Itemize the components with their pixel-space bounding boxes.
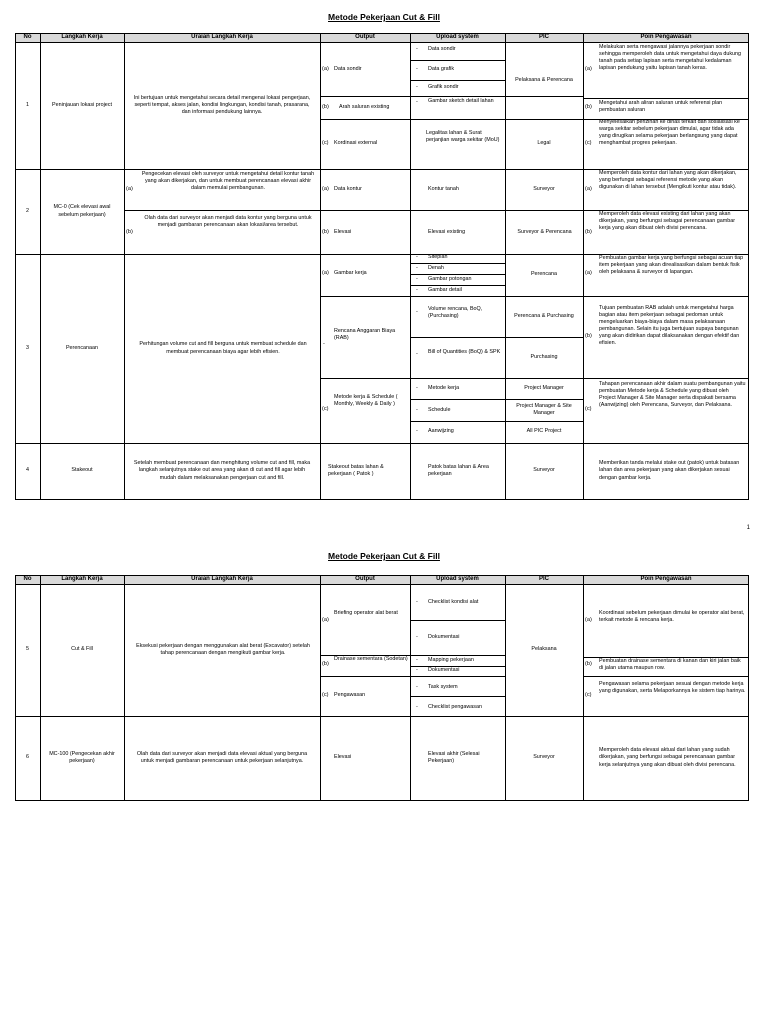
row2-no: 2 xyxy=(26,207,29,214)
row2-upload-b: Elevasi existing xyxy=(428,229,466,235)
row1-output-b-label: (b) xyxy=(322,104,329,110)
row1-poin-c-label: (c) xyxy=(585,140,592,146)
row1-output-a-label: (a) xyxy=(322,66,329,72)
row4-desc: Setelah membuat perencanaan dan menghitung volume cut and fill, maka langkah selanjutnya stake out area yang akan di cut and fill agar lebih mudah dalam melaksanakan pengerjaan cut and fill. xyxy=(133,460,311,481)
row1-upload-b: Gambar sketch detail lahan xyxy=(428,98,494,104)
row3-desc: Perhitungan volume cut and fill berguna untuk membuat schedule dan membuat perencanaan biaya agar lebih efisien. xyxy=(139,341,307,355)
grid-line xyxy=(410,60,505,61)
bullet-dash: - xyxy=(416,66,418,72)
grid-line xyxy=(15,42,749,43)
row2-pic-a: Surveyor xyxy=(533,186,555,192)
row2-pic-b: Surveyor & Perencana xyxy=(517,229,572,235)
row3-output-b: Rencana Anggaran Biaya (RAB) xyxy=(334,328,396,342)
row2-output-b: Elevasi xyxy=(334,229,352,235)
row1-upload-a2: Data grafik xyxy=(428,66,455,72)
bullet-dash: - xyxy=(416,99,418,105)
bullet-dash: - xyxy=(416,407,418,413)
row2-output-b-label: (b) xyxy=(322,229,329,235)
bullet-dash: - xyxy=(323,341,325,347)
row3-output-c: Metode kerja & Schedule ( Monthly, Weekly & Daily ) xyxy=(334,394,398,408)
row2-desc-a: Pengecekan elevasi oleh surveyor untuk mengetahui detail kontur tanah yang akan dikerjakan, dan untuk membuat perencanaan elevasi akhir dalam memulai pembangunan. xyxy=(141,171,315,192)
row3-poin-a: Pembuatan gambar kerja yang berfungsi sebagai acuan tiap item pekerjaan yang akan direalisasikan dalam bentuk fisik oleh pelaksana & surveyor di lapangan. xyxy=(599,255,744,276)
row5-output-c: Pengawasan xyxy=(334,692,366,698)
row5-poin-c: Pengawasan selama pekerjaan sesuai dengan metode kerja yang digunakan, serta Melaporkannya ke sistem tiap harinya. xyxy=(599,681,746,695)
page1-title: Metode Pekerjaan Cut & Fill xyxy=(328,12,440,22)
page2-table xyxy=(15,575,749,801)
header-upload: Upload system xyxy=(410,575,505,584)
bullet-dash: - xyxy=(416,254,418,260)
grid-line xyxy=(410,575,411,801)
row3-pic-c3: All PIC Project xyxy=(526,428,562,435)
row6-step: MC-100 (Pengecekan akhir pekerjaan) xyxy=(49,750,115,764)
row5-upload-a2: Dokumentasi xyxy=(428,634,460,640)
row3-no: 3 xyxy=(26,344,29,351)
row5-step: Cut & Fill xyxy=(71,646,93,653)
grid-line xyxy=(583,33,584,500)
row4-step: Stakeout xyxy=(71,467,93,474)
row5-upload-b1: Mapping pekerjaan xyxy=(428,657,474,663)
row5-upload-b2: Dokumentasi xyxy=(428,667,460,673)
bullet-dash: - xyxy=(416,684,418,690)
row2-upload-a: Kontur tanah xyxy=(428,186,459,192)
row2-poin-a-label: (a) xyxy=(585,186,592,192)
row2-output-a: Data kontur xyxy=(334,186,362,192)
grid-line xyxy=(124,33,125,500)
row1-poin-c: Menyelesaikan perizinan ke dinas terkait dan sosialisasi ke warga sekitar sebelum pekerjaan dimulai, agar tidak ada yang dirugikan selama pekerjaan berlangsung yang dapat menghambat progres pekerjaan. xyxy=(599,119,740,147)
grid-line xyxy=(410,80,505,81)
bullet-dash: - xyxy=(416,657,418,663)
row3-pic-c1: Project Manager xyxy=(524,384,564,391)
row5-upload-a1: Checklist kondisi alat xyxy=(428,599,479,605)
row3-pic-b2: Purchasing xyxy=(530,353,558,360)
row5-upload-c1: Task system xyxy=(428,684,458,690)
row1-no: 1 xyxy=(26,101,29,108)
row3-output-a-label: (a) xyxy=(322,270,329,276)
row4-upload: Patok batas lahan & Area pekerjaan xyxy=(428,463,489,477)
row3-poin-a-label: (a) xyxy=(585,270,592,276)
header-langkah: Langkah Kerja xyxy=(40,575,124,584)
row3-upload-c1: Metode kerja xyxy=(428,385,460,391)
bullet-dash: - xyxy=(416,287,418,293)
row2-desc-a-label: (a) xyxy=(126,186,133,192)
bullet-dash: - xyxy=(416,309,418,315)
header-no: No xyxy=(15,575,40,584)
header-poin: Poin Pengawasan xyxy=(583,33,749,42)
row5-output-a: Briefing operator alat berat xyxy=(334,610,398,616)
grid-line xyxy=(15,499,749,500)
row5-output-b-label: (b) xyxy=(322,661,329,667)
row5-poin-b-label: (b) xyxy=(585,661,592,667)
row3-upload-a4: Gambar detail xyxy=(428,287,462,293)
row2-output-a-label: (a) xyxy=(322,186,329,192)
grid-line xyxy=(124,575,125,801)
row5-output-b: Drainase sementara (Sodetan) xyxy=(334,656,408,662)
row3-output-c-label: (c) xyxy=(322,406,329,412)
row6-desc: Olah data dari surveyor akan menjadi data elevasi aktual yang berguna untuk menjadi gambaran perencanaan untuk pekerjaan selanjutnya. xyxy=(136,750,308,764)
header-uraian: Uraian Langkah Kerja xyxy=(124,575,320,584)
row5-poin-c-label: (c) xyxy=(585,692,592,698)
bullet-dash: - xyxy=(416,276,418,282)
row6-upload: Elevasi akhir (Selesai Pekerjaan) xyxy=(428,750,480,764)
row5-poin-a-label: (a) xyxy=(585,617,592,623)
grid-line xyxy=(748,33,749,500)
row4-poin: Memberikan tanda melalui stake out (patok) untuk batasan lahan dan area pekerjaan yang akan dikerjakan sesuai dengan gambar kerja. xyxy=(599,460,740,481)
row5-output-a-label: (a) xyxy=(322,617,329,623)
bullet-dash: - xyxy=(416,599,418,605)
bullet-dash: - xyxy=(416,84,418,90)
row6-poin: Memperoleh data elevasi aktual dari lahan yang sudah dikerjakan, yang berfungsi sebagai perencanaan gambar kerja selanjutnya yang akan dibuat oleh divisi perencana. xyxy=(599,747,736,768)
bullet-dash: - xyxy=(416,704,418,710)
row1-upload-a3: Grafik sondir xyxy=(428,84,459,90)
grid-line xyxy=(40,33,41,500)
row3-output-a: Gambar kerja xyxy=(334,270,367,276)
row4-no: 4 xyxy=(26,467,29,474)
row3-pic-c2: Project Manager & Site Manager xyxy=(516,402,572,416)
row2-step: MC-0 (Cek elevasi awal sebelum pekerjaan) xyxy=(53,204,111,218)
grid-line xyxy=(410,696,505,697)
row3-upload-c2: Schedule xyxy=(428,407,451,413)
grid-line xyxy=(320,33,321,500)
page1-table xyxy=(15,33,749,500)
grid-line xyxy=(583,98,749,99)
page-number: 1 xyxy=(746,525,750,531)
row6-output: Elevasi xyxy=(334,754,352,761)
row1-upload-a1: Data sondir xyxy=(428,46,456,52)
grid-line xyxy=(320,575,321,801)
row1-upload-c: Legalitas lahan & Surat perjanjian warga sekitar (MoU) xyxy=(426,130,500,144)
grid-line xyxy=(15,33,749,34)
grid-line xyxy=(505,33,506,500)
grid-line xyxy=(583,575,584,801)
grid-line xyxy=(410,33,411,500)
row3-pic-a: Perencana xyxy=(530,271,558,278)
header-pic: PIC xyxy=(505,33,583,42)
row1-poin-b-label: (b) xyxy=(585,104,592,110)
row3-pic-b1: Perencana & Purchasing xyxy=(514,312,574,319)
header-pic: PIC xyxy=(505,575,583,584)
row3-upload-b2: Bill of Quantities (BoQ) & SPK xyxy=(428,349,501,355)
row1-desc: Ini bertujuan untuk mengetahui secara detail mengenai lokasi pengerjaan, seperti tempat, akses jalan, kondisi lingkungan, kondisi tanah, prasarana, dan informasi pendukung lainnya. xyxy=(133,94,311,115)
grid-line xyxy=(410,620,505,621)
row1-step: Peninjauan lokasi project xyxy=(52,101,112,108)
row1-output-a: Data sondir xyxy=(334,66,362,72)
row1-poin-b: Mengetahui arah aliran saluran untuk referensi plan pembuatan saluran xyxy=(599,100,723,114)
row3-upload-a2: Denah xyxy=(428,265,444,271)
row5-poin-a: Koordinasi sebelum pekerjaan dimulai ke operator alat berat, terkait metode & rencana kerja. xyxy=(599,610,745,624)
bullet-dash: - xyxy=(416,634,418,640)
row3-upload-b1: Volume rencana, BoQ, (Purchasing) xyxy=(428,306,483,320)
row5-output-c-label: (c) xyxy=(322,692,329,698)
row2-poin-b: Memperoleh data elevasi existing dari lahan yang akan dikerjakan, yang berfungsi sebagai perencanaan gambar kerja yang akan dibuat oleh divisi perencana. xyxy=(599,211,736,232)
grid-line xyxy=(320,676,505,677)
header-langkah: Langkah Kerja xyxy=(40,33,124,42)
row2-desc-b-label: (b) xyxy=(126,229,133,235)
row5-pic: Pelaksana xyxy=(531,646,557,653)
row1-pic-ab: Pelaksana & Perencana xyxy=(515,76,573,83)
row2-poin-b-label: (b) xyxy=(585,229,592,235)
row5-upload-c2: Checklist pengawasan xyxy=(428,704,482,710)
row3-step: Perencanaan xyxy=(65,344,99,351)
row3-upload-a3: Gambar potongan xyxy=(428,276,472,282)
header-uraian: Uraian Langkah Kerja xyxy=(124,33,320,42)
header-output: Output xyxy=(320,33,410,42)
grid-line xyxy=(410,285,505,286)
row3-poin-b: Tujuan pembuatan RAB adalah untuk mengetahui harga bagian atau item pekerjaan sebagai pedoman untuk mengeluarkan biaya-biaya dalam masa pelaksanaan pembangunan. Selain itu juga bertujuan supaya bangunan yang akan didirikan dapat dilaksanakan dengan efektif dan efisien. xyxy=(599,305,740,347)
grid-line xyxy=(505,575,506,801)
header-poin: Poin Pengawasan xyxy=(583,575,749,584)
row2-desc-b: Olah data dari surveyor akan menjadi data kontur yang berguna untuk menjadi gambaran perencanaan akan lokasi/area tersebut. xyxy=(144,215,312,229)
row4-output: Stakeout batas lahan & pekerjaan ( Patok ) xyxy=(328,463,384,477)
row1-output-b: Arah saluran existing xyxy=(339,104,390,110)
row3-poin-c-label: (c) xyxy=(585,406,592,412)
row1-pic-c: Legal xyxy=(537,140,551,147)
row1-output-c: Kordinasi external xyxy=(334,140,378,146)
grid-line xyxy=(15,800,749,801)
grid-line xyxy=(15,575,749,576)
row1-poin-a-label: (a) xyxy=(585,66,592,72)
bullet-dash: - xyxy=(416,265,418,271)
row3-upload-c3: Aanwijzing xyxy=(428,428,454,434)
row3-poin-c: Tahapan perencanaan akhir dalam suatu pembangunan yaitu pembuatan Metode kerja & Schedule yang dibuat oleh Project Manager & Site Manager serta dispakati bersama (Aanwijzing) oleh Perencana, Surveyor, dan Pelaksana. xyxy=(599,381,746,409)
row6-no: 6 xyxy=(26,754,29,761)
row5-no: 5 xyxy=(26,646,29,653)
grid-line xyxy=(410,274,505,275)
grid-line xyxy=(748,575,749,801)
bullet-dash: - xyxy=(416,351,418,357)
row2-poin-a: Memperoleh data kontur dari lahan yang akan dikerjakan, yang berfungsi sebagai referensi metode yang akan digunakan di lahan tersebut (Mengikuti kontur atau tidak). xyxy=(599,170,737,191)
row3-poin-b-label: (b) xyxy=(585,333,592,339)
row1-poin-a: Melakukan serta mengawasi jalannya pekerjaan sondir sehingga memperoleh data untuk mengetahui daya dukung tanah pada setiap lapisan serta mengetahui kedalaman lapisan pendukung yaitu lapisan tanah keras. xyxy=(599,44,742,72)
header-no: No xyxy=(15,33,40,42)
grid-line xyxy=(40,575,41,801)
bullet-dash: - xyxy=(416,428,418,434)
grid-line xyxy=(583,676,749,677)
page2-title: Metode Pekerjaan Cut & Fill xyxy=(328,551,440,561)
row1-output-c-label: (c) xyxy=(322,140,329,146)
row3-upload-a1: Siteplan xyxy=(428,254,448,260)
grid-line xyxy=(15,584,749,585)
row4-pic: Surveyor xyxy=(533,467,555,474)
header-upload: Upload system xyxy=(410,33,505,42)
header-output: Output xyxy=(320,575,410,584)
bullet-dash: - xyxy=(416,385,418,391)
row5-desc: Eksekusi pekerjaan dengan menggunakan alat berat (Excavator) setelah tahap perencanaan dengan mengikuti gambar kerja. xyxy=(136,642,310,656)
row6-pic: Surveyor xyxy=(533,754,555,761)
bullet-dash: - xyxy=(416,46,418,52)
grid-line xyxy=(410,263,505,264)
bullet-dash: - xyxy=(416,667,418,673)
row5-poin-b: Pembuatan drainase sementara di kanan dan kiri jalan baik di jalan utama maupun row. xyxy=(599,658,741,672)
